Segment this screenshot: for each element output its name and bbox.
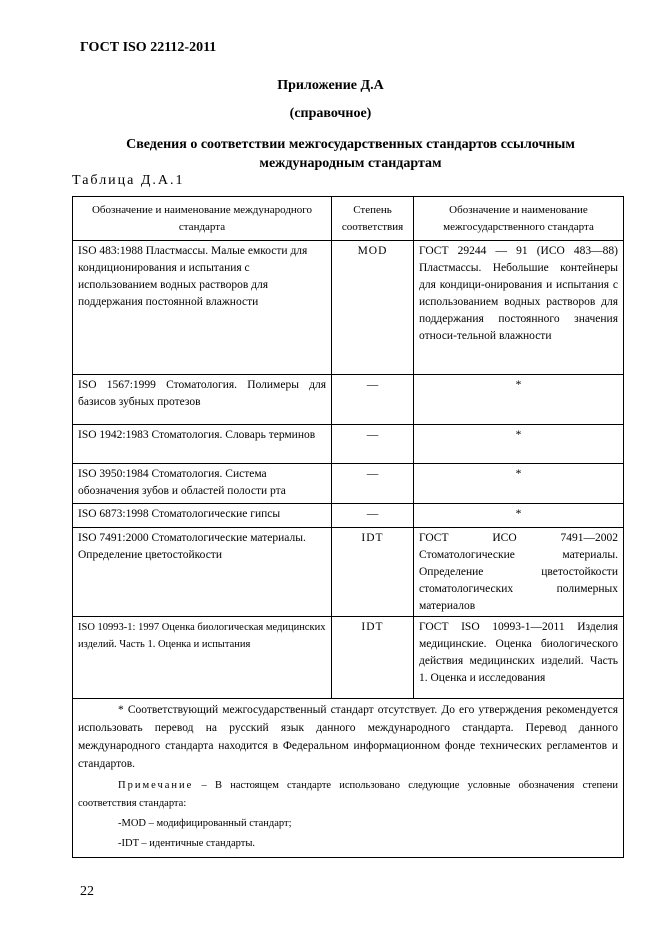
note-label: Примечание xyxy=(118,780,194,791)
table-header-row xyxy=(73,197,624,241)
page-number: 22 xyxy=(80,884,94,899)
legend-mod: -MOD – модифицированный стандарт; xyxy=(118,818,292,829)
correspondence-table xyxy=(72,196,624,858)
degree-cell: — xyxy=(332,375,414,425)
international-standard-cell: ISO 1567:1999 Стоматология. Полимеры для базисов зубных протезов xyxy=(73,375,332,425)
degree-cell: — xyxy=(332,504,414,528)
degree-cell: IDT xyxy=(332,617,414,699)
footnote-row xyxy=(73,699,624,858)
international-standard-cell: ISO 3950:1984 Стоматология. Система обозначения зубов и областей полости рта xyxy=(73,464,332,504)
degree-cell: IDT xyxy=(332,528,414,617)
section-title-line-2: международным стандартам xyxy=(259,156,442,171)
table-row xyxy=(73,241,624,375)
footnote-cell xyxy=(73,699,624,858)
international-standard-cell: ISO 1942:1983 Стоматология. Словарь терминов xyxy=(73,425,332,464)
section-title xyxy=(80,135,621,173)
table-row xyxy=(73,617,624,699)
international-standard-cell: ISO 483:1988 Пластмассы. Малые емкости для кондиционирования и испытания с использованием водных растворов для поддержания постоянной влажности xyxy=(73,241,332,375)
table-row xyxy=(73,425,624,464)
international-standard-cell: ISO 6873:1998 Стоматологические гипсы xyxy=(73,504,332,528)
table-row xyxy=(73,464,624,504)
interstate-standard-cell: * xyxy=(414,425,624,464)
column-header-degree: Степень соответствия xyxy=(332,197,414,241)
interstate-standard-cell: * xyxy=(414,504,624,528)
interstate-standard-cell: * xyxy=(414,464,624,504)
interstate-standard-cell: ГОСТ 29244 — 91 (ИСО 483—88) Пластмассы. Небольшие контейнеры для кондици-онирования и испытания с использованием водных растворов для поддержания постоянного значения относи-тельной влажности xyxy=(414,241,624,375)
degree-cell: MOD xyxy=(332,241,414,375)
table-caption: Таблица Д.А.1 xyxy=(72,173,185,188)
interstate-standard-cell: ГОСТ ISO 10993-1—2011 Изделия медицинские. Оценка биологического действия медицинских изделий. Часть 1. Оценка и исследования xyxy=(414,617,624,699)
international-standard-cell: ISO 10993-1: 1997 Оценка биологическая медицинских изделий. Часть 1. Оценка и испытания xyxy=(73,617,332,699)
column-header-interstate: Обозначение и наименование межгосударственного стандарта xyxy=(414,197,624,241)
interstate-standard-cell: ГОСТ ИСО 7491—2002 Стоматологические материалы. Определение цветостойкости стоматологических полимерных материалов xyxy=(414,528,624,617)
table-row xyxy=(73,375,624,425)
appendix-subtitle: (справочное) xyxy=(289,106,372,121)
note-paragraph xyxy=(78,777,618,813)
document-id: ГОСТ ISO 22112-2011 xyxy=(80,40,217,55)
interstate-standard-cell: * xyxy=(414,375,624,425)
degree-cell: — xyxy=(332,425,414,464)
table-row xyxy=(73,504,624,528)
section-title-line-1: Сведения о соответствии межгосударственных стандартов ссылочным xyxy=(126,137,575,152)
international-standard-cell: ISO 7491:2000 Стоматологические материалы. Определение цветостойкости xyxy=(73,528,332,617)
column-header-international: Обозначение и наименование международного стандарта xyxy=(73,197,332,241)
note-text: – В настоящем стандарте использовано следующие условные обозначения степени соответствия стандарта: xyxy=(78,780,618,809)
legend-idt: -IDT – идентичные стандарты. xyxy=(118,838,256,849)
degree-cell: — xyxy=(332,464,414,504)
table-row xyxy=(73,528,624,617)
footnote-text: * Соответствующий межгосударственный стандарт отсутствует. До его утверждения рекомендуется использовать перевод на русский язык данного международного стандарта. Перевод данного международного стандарта находится в Федеральном информационном фонде технических регламентов и стандартов. xyxy=(78,704,618,770)
appendix-title: Приложение Д.А xyxy=(277,78,384,93)
